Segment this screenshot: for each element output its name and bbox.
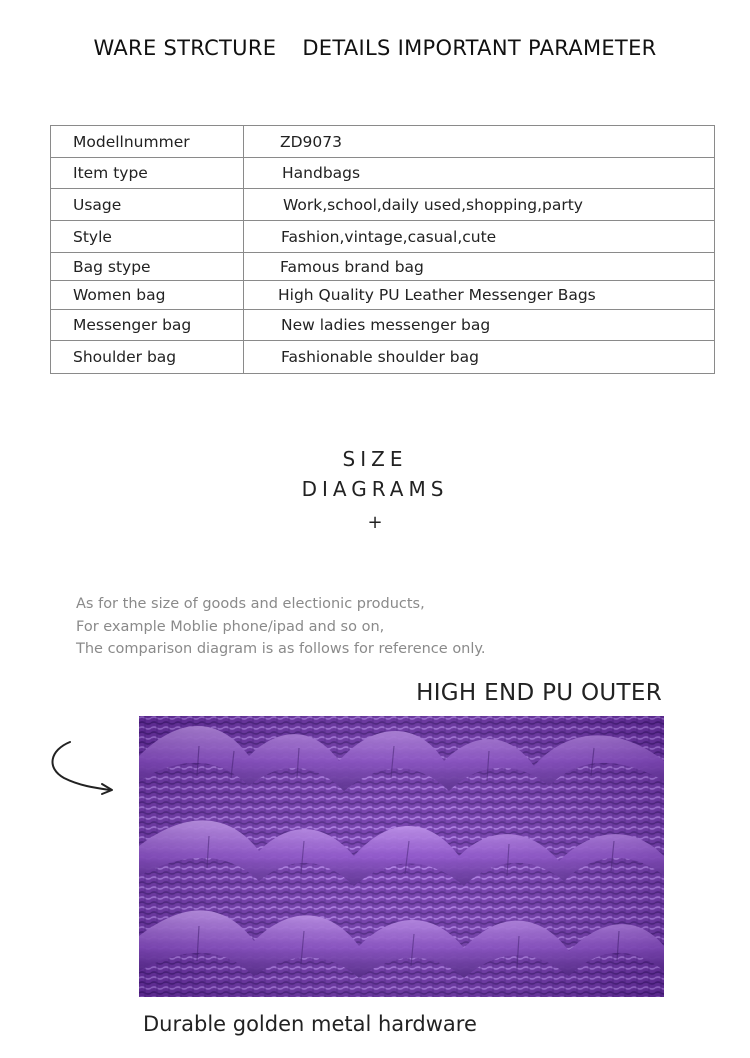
param-key: Shoulder bag — [51, 341, 244, 374]
page-header — [0, 36, 750, 60]
param-value: Fashionable shoulder bag — [244, 341, 715, 374]
parameter-table — [50, 125, 715, 374]
size-title-line2: DIAGRAMS — [301, 477, 449, 501]
table-row — [51, 189, 715, 221]
param-key: Messenger bag — [51, 310, 244, 341]
param-key: Bag stype — [51, 253, 244, 281]
param-value: Fashion,vintage,casual,cute — [244, 221, 715, 253]
size-note-line3: The comparison diagram is as follows for reference only. — [76, 641, 486, 657]
param-key: Item type — [51, 158, 244, 189]
param-key: Style — [51, 221, 244, 253]
table-row — [51, 281, 715, 310]
param-key: Usage — [51, 189, 244, 221]
header-right: DETAILS IMPORTANT PARAMETER — [302, 36, 657, 60]
param-value: High Quality PU Leather Messenger Bags — [244, 281, 715, 310]
feature-title: HIGH END PU OUTER — [416, 680, 662, 706]
param-key: Women bag — [51, 281, 244, 310]
param-value: New ladies messenger bag — [244, 310, 715, 341]
table-row — [51, 158, 715, 189]
size-title-line1: SIZE — [342, 447, 408, 471]
feature-caption: Durable golden metal hardware — [143, 1012, 477, 1036]
plus-sign: + — [367, 512, 383, 533]
param-value: Famous brand bag — [244, 253, 715, 281]
table-row — [51, 310, 715, 341]
table-row — [51, 126, 715, 158]
size-note-line1: As for the size of goods and electionic products, — [76, 596, 425, 612]
param-value: Handbags — [244, 158, 715, 189]
table-row — [51, 341, 715, 374]
param-value: Work,school,daily used,shopping,party — [244, 189, 715, 221]
curved-arrow-icon — [46, 736, 118, 798]
table-row — [51, 221, 715, 253]
param-value: ZD9073 — [244, 126, 715, 158]
size-note-line2: For example Moblie phone/ipad and so on, — [76, 619, 385, 635]
param-key: Modellnummer — [51, 126, 244, 158]
table-row — [51, 253, 715, 281]
header-left: WARE STRCTURE — [93, 36, 277, 60]
leather-texture-image — [139, 716, 664, 997]
